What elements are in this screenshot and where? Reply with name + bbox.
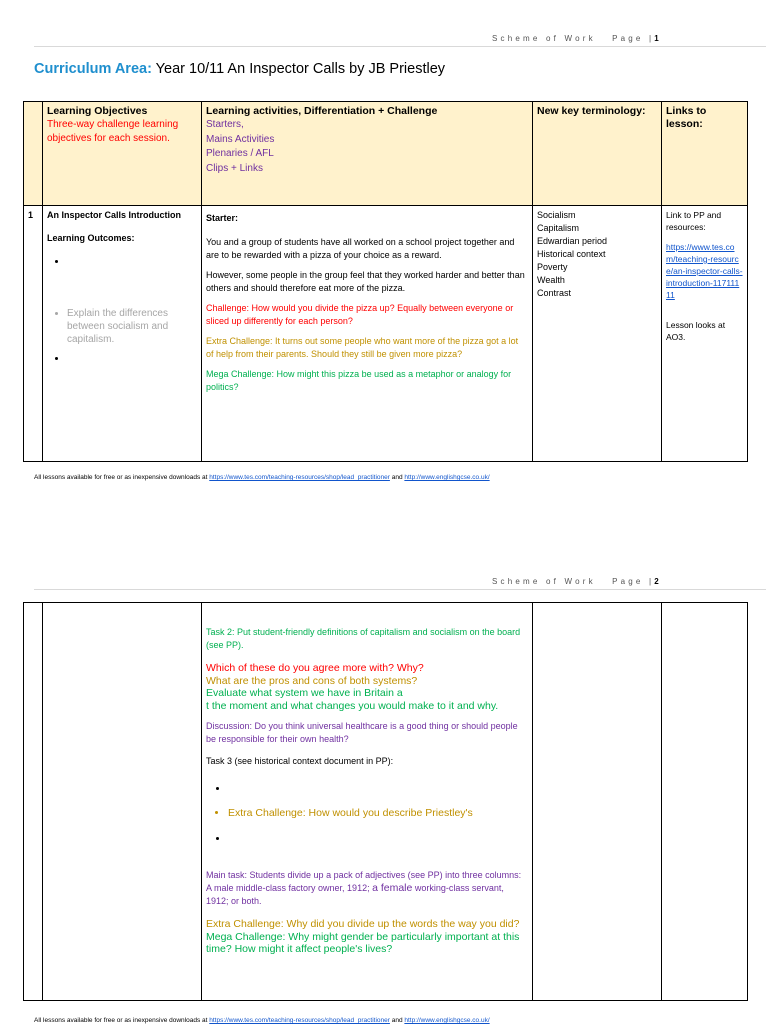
activities-item: Starters,	[206, 119, 244, 130]
terminology-cell	[533, 603, 662, 1001]
page1-header	[492, 34, 659, 43]
outcome-bullet-empty	[67, 255, 197, 295]
header-rule	[34, 46, 766, 47]
evaluate-question: t the moment and what changes you would make to it and why.	[206, 699, 499, 712]
doc-label: Scheme of Work	[492, 577, 596, 586]
lesson-title: An Inspector Calls Introduction	[47, 210, 182, 220]
lesson-row-continued	[24, 603, 748, 1001]
term: Contrast	[537, 288, 572, 298]
task3-bullet-empty	[228, 782, 528, 795]
activities-title: Learning activities, Differentiation + Challenge	[206, 105, 438, 117]
term: Socialism	[537, 210, 576, 220]
footer-text: All lessons available for free or as inexpensive downloads at	[34, 1017, 210, 1024]
number-header-cell	[24, 102, 43, 206]
objectives-desc: Three-way challenge learning objectives for each session.	[47, 119, 179, 144]
task3-bullet: • Extra Challenge: How would you describe Priestley's	[228, 807, 528, 820]
challenge-text: Challenge: How would you divide the pizza up? Equally between everyone or sliced up differently for each person?	[206, 303, 514, 326]
page2-footer	[34, 1017, 490, 1024]
title-label: Curriculum Area:	[34, 61, 152, 77]
page2-header	[492, 577, 659, 586]
doc-label: Scheme of Work	[492, 34, 596, 43]
term: Poverty	[537, 262, 568, 272]
title-text: Year 10/11 An Inspector Calls by JB Priestley	[151, 61, 446, 77]
evaluate-question: Evaluate what system we have in Britain a	[206, 687, 403, 699]
terminology-cell	[533, 206, 662, 462]
discussion-text: Discussion: Do you think universal healthcare is a good thing or should people be responsible for their own health?	[206, 721, 518, 744]
starter-text: However, some people in the group feel that they worked harder and better than others and should therefore eat more of the pizza.	[206, 270, 525, 293]
terminology-header-cell	[533, 102, 662, 206]
activities-cell	[202, 603, 533, 1001]
link-intro: Link to PP and resources:	[666, 210, 722, 232]
footer-text: and	[389, 474, 405, 481]
header-rule	[34, 589, 766, 590]
footer-englishgcse-link[interactable]: http://www.englishgcse.co.uk/	[404, 1017, 490, 1024]
footer-text: and	[389, 1017, 405, 1024]
lesson-activities-cell	[202, 206, 533, 462]
pros-cons-question: What are the pros and cons of both systems?	[206, 674, 418, 687]
extra-challenge-text: Extra Challenge: It turns out some people who want more of the pizza got a lot of help from their parents. Should they still be given more pizza?	[206, 336, 519, 359]
page-number: 2	[654, 577, 659, 586]
term: Edwardian period	[537, 236, 608, 246]
outcome-bullet: • Explain the differences between socialism and capitalism.	[67, 307, 197, 346]
links-cell	[662, 206, 748, 462]
page-label: Page |	[612, 34, 655, 43]
starter-text: You and a group of students have all worked on a school project together and are to be rewarded with a pizza of your choice as a reward.	[206, 237, 515, 260]
task3-bullet-empty	[228, 832, 528, 845]
activities-item: Plenaries / AFL	[206, 148, 274, 159]
task3-text: Task 3 (see historical context document in PP):	[206, 756, 394, 766]
links-cell	[662, 603, 748, 1001]
activities-header-cell	[202, 102, 533, 206]
page-label: Page |	[612, 577, 655, 586]
lesson-row-1	[24, 206, 748, 462]
lesson-table-page2	[23, 602, 748, 1001]
links-title: Links to lesson:	[666, 105, 707, 130]
lesson-table-page1	[23, 101, 748, 462]
objectives-cell	[43, 603, 202, 1001]
main-task-part: working-class servant, 1912; or both.	[206, 883, 504, 906]
lesson-resource-link[interactable]: https://www.tes.com/teaching-resource/an-inspector-calls-introduction-11711111	[666, 242, 743, 300]
mega-challenge-text: Mega Challenge: Why might gender be particularly important at this time? How might it affect people's lives?	[206, 930, 520, 955]
agree-question: Which of these do you agree more with? Why?	[206, 662, 424, 674]
outcomes-label: Learning Outcomes:	[47, 233, 135, 243]
terminology-title: New key terminology:	[537, 105, 646, 117]
term: Wealth	[537, 275, 565, 285]
objectives-header-cell	[43, 102, 202, 206]
activities-item: Clips + Links	[206, 162, 263, 174]
table-header-row	[24, 102, 748, 206]
main-task-text	[206, 869, 528, 908]
footer-tes-link[interactable]: https://www.tes.com/teaching-resources/shop/lead_practitioner	[209, 1017, 390, 1024]
footer-englishgcse-link[interactable]: http://www.englishgcse.co.uk/	[404, 474, 490, 481]
page-number: 1	[654, 34, 659, 43]
page1-footer	[34, 474, 490, 481]
outcomes-list	[47, 255, 197, 365]
link-note: Lesson looks at AO3.	[666, 320, 726, 342]
activities-item: Mains Activities	[206, 133, 275, 145]
main-task-part: Main task: Students divide up a pack of adjectives (see PP) into three columns: A male middle-class factory owner, 1912;	[206, 870, 522, 893]
outcome-bullet-empty	[67, 352, 197, 365]
number-cell	[24, 603, 43, 1001]
objectives-title: Learning Objectives	[47, 105, 148, 117]
starter-label: Starter:	[206, 213, 239, 223]
lesson-number: 1	[24, 206, 43, 462]
task3-list	[206, 782, 528, 845]
mega-challenge-text: Mega Challenge: How might this pizza be used as a metaphor or analogy for politics?	[206, 369, 512, 392]
footer-tes-link[interactable]: https://www.tes.com/teaching-resources/shop/lead_practitioner	[209, 474, 390, 481]
page-title	[34, 61, 445, 77]
links-header-cell	[662, 102, 748, 206]
main-task-female: a female	[372, 882, 413, 894]
extra-challenge-text: Extra Challenge: Why did you divide up the words the way you did?	[206, 918, 520, 930]
term: Historical context	[537, 249, 606, 259]
lesson-objectives-cell	[43, 206, 202, 462]
task2-text: Task 2: Put student-friendly definitions of capitalism and socialism on the board (see PP).	[206, 627, 521, 650]
term: Capitalism	[537, 223, 580, 233]
footer-text: All lessons available for free or as inexpensive downloads at	[34, 474, 210, 481]
